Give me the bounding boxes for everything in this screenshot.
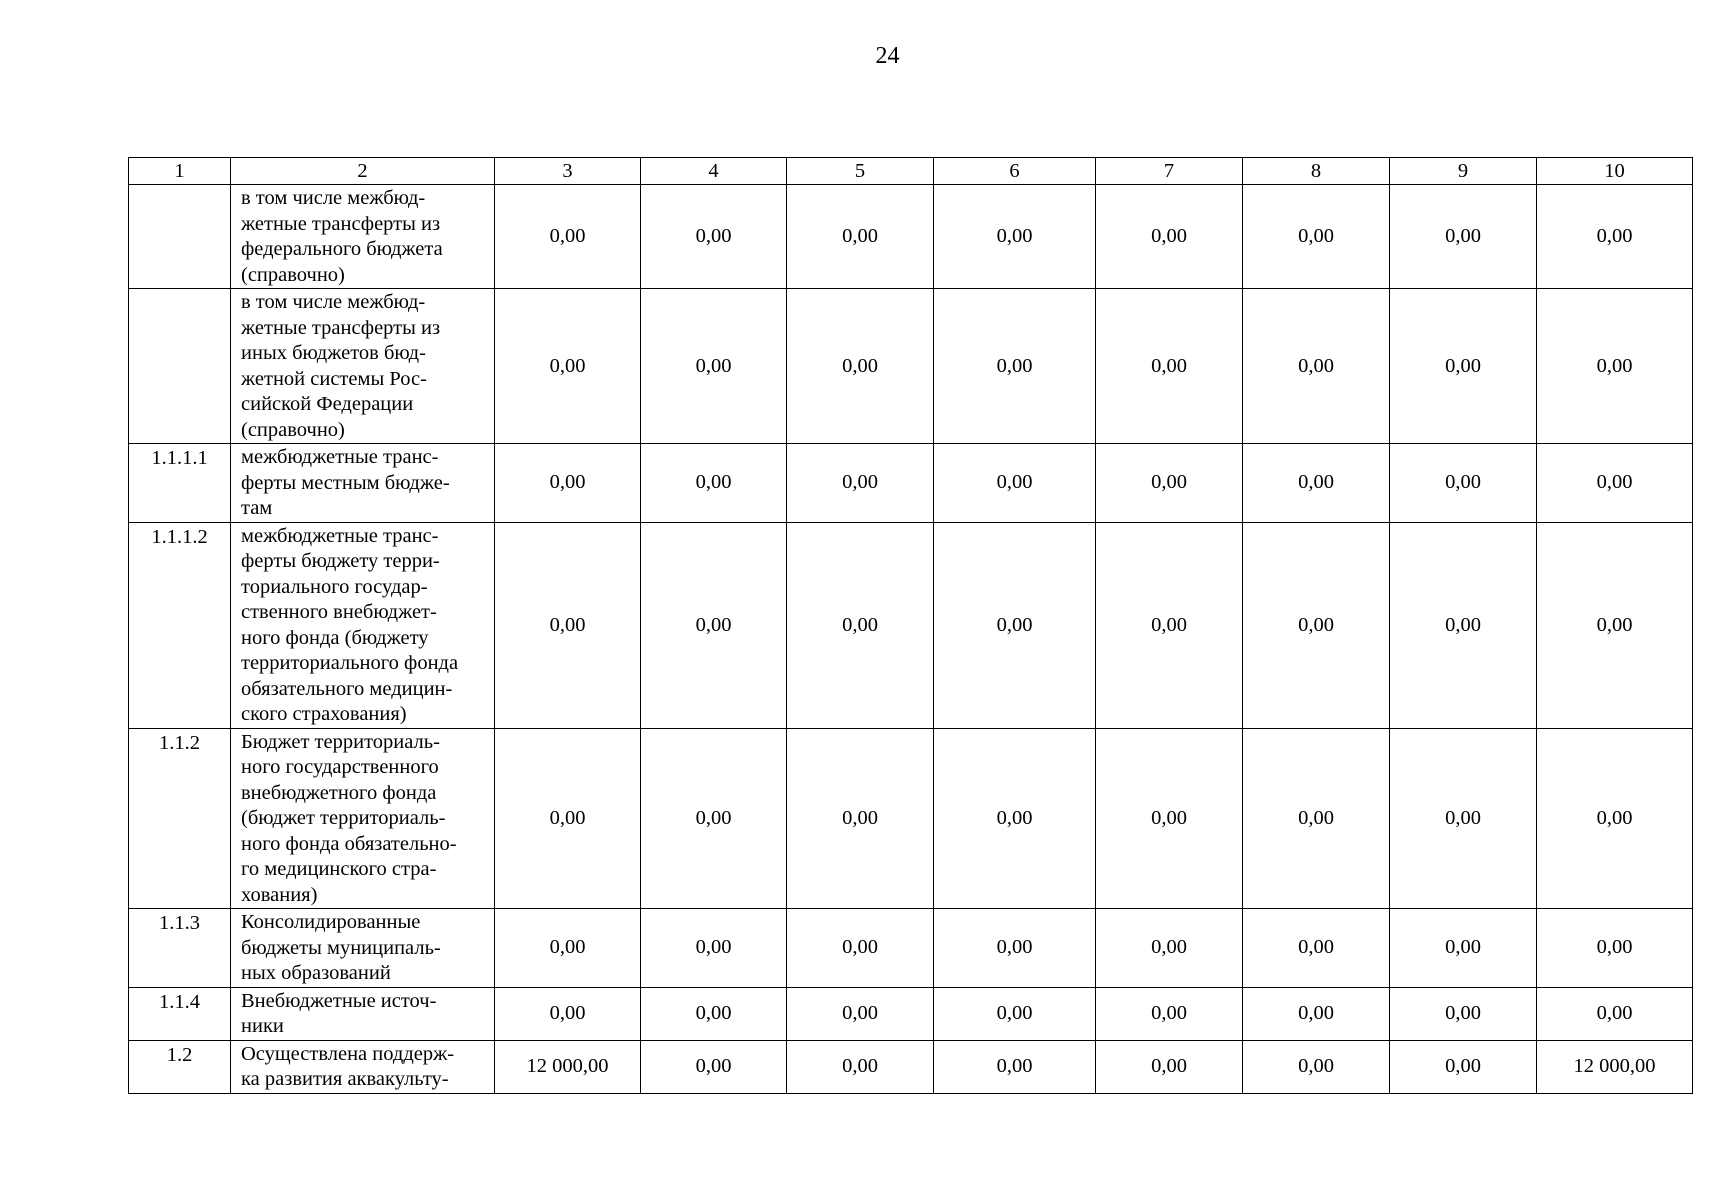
row-description-cell	[231, 728, 495, 909]
row-number-cell: 1.2	[129, 1040, 231, 1093]
table-row	[129, 909, 1693, 988]
column-header: 9	[1390, 158, 1537, 185]
value-cell: 0,00	[495, 728, 641, 909]
description-line: межбюджетные транс-	[241, 446, 439, 468]
row-number-cell: 1.1.4	[129, 987, 231, 1040]
value-cell: 0,00	[641, 185, 787, 289]
column-header: 8	[1243, 158, 1390, 185]
row-description-cell	[231, 444, 495, 523]
value-cell: 0,00	[1390, 987, 1537, 1040]
table-row	[129, 1040, 1693, 1093]
description-line: жетной системы Рос-	[241, 367, 427, 390]
value-cell: 0,00	[495, 909, 641, 988]
description-line: го медицинского стра-	[241, 858, 437, 880]
value-cell: 0,00	[1096, 728, 1243, 909]
value-cell: 0,00	[1537, 522, 1693, 728]
value-cell: 0,00	[1243, 987, 1390, 1040]
table-row	[129, 987, 1693, 1040]
value-cell: 0,00	[1537, 444, 1693, 523]
column-header: 4	[641, 158, 787, 185]
value-cell: 0,00	[641, 289, 787, 444]
value-cell: 12 000,00	[1537, 1040, 1693, 1093]
description-line: ферты местным бюдже-	[241, 471, 450, 494]
value-cell: 0,00	[1243, 909, 1390, 988]
column-header: 3	[495, 158, 641, 185]
description-line: ственного внебюджет-	[241, 601, 437, 623]
description-line: Консолидированные	[241, 911, 421, 933]
value-cell: 0,00	[1390, 522, 1537, 728]
description-line: ка развития аквакульту-	[241, 1068, 449, 1090]
column-header: 7	[1096, 158, 1243, 185]
description-line: бюджеты муниципаль-	[241, 936, 441, 959]
description-line: обязательного медицин-	[241, 677, 453, 700]
value-cell: 0,00	[641, 909, 787, 988]
description-line: внебюджетного фонда	[241, 781, 437, 804]
description-line: ного фонда обязательно-	[241, 832, 457, 855]
value-cell: 0,00	[787, 728, 934, 909]
value-cell: 0,00	[934, 289, 1096, 444]
description-line: Внебюджетные источ-	[241, 989, 437, 1012]
value-cell: 0,00	[1243, 444, 1390, 523]
description-line: ных образований	[241, 962, 391, 984]
value-cell: 0,00	[787, 522, 934, 728]
column-header: 2	[231, 158, 495, 185]
value-cell: 0,00	[495, 987, 641, 1040]
value-cell: 0,00	[1096, 289, 1243, 444]
description-line: жетные трансферты из	[241, 316, 441, 339]
row-description-cell	[231, 289, 495, 444]
description-line: ториального государ-	[241, 575, 428, 598]
value-cell: 0,00	[641, 1040, 787, 1093]
description-line: ного государственного	[241, 756, 439, 778]
value-cell: 0,00	[1096, 185, 1243, 289]
description-line: жетные трансферты из	[241, 212, 441, 235]
value-cell: 0,00	[934, 728, 1096, 909]
budget-table	[128, 157, 1693, 1094]
row-number-cell: 1.1.1.2	[129, 522, 231, 728]
value-cell: 0,00	[787, 987, 934, 1040]
value-cell: 0,00	[1243, 522, 1390, 728]
value-cell: 0,00	[1537, 185, 1693, 289]
value-cell: 0,00	[1243, 289, 1390, 444]
column-header: 1	[129, 158, 231, 185]
value-cell: 0,00	[934, 444, 1096, 523]
row-description-cell	[231, 987, 495, 1040]
value-cell: 0,00	[1537, 987, 1693, 1040]
value-cell: 0,00	[1390, 289, 1537, 444]
description-line: (справочно)	[241, 263, 345, 286]
table-body	[129, 185, 1693, 1094]
table-row	[129, 289, 1693, 444]
row-description-cell	[231, 909, 495, 988]
value-cell: 0,00	[495, 444, 641, 523]
row-number-cell	[129, 185, 231, 289]
description-line: территориального фонда	[241, 652, 459, 674]
row-number-cell	[129, 289, 231, 444]
page-number: 24	[875, 43, 900, 69]
value-cell: 0,00	[641, 728, 787, 909]
description-line: федерального бюджета	[241, 238, 443, 260]
value-cell: 0,00	[1390, 185, 1537, 289]
description-line: хования)	[241, 883, 318, 906]
description-line: межбюджетные транс-	[241, 524, 439, 547]
value-cell: 0,00	[787, 1040, 934, 1093]
value-cell: 0,00	[1390, 728, 1537, 909]
description-line: Осуществлена поддерж-	[241, 1042, 455, 1065]
description-line: ферты бюджету терри-	[241, 550, 440, 572]
row-description-cell	[231, 185, 495, 289]
table-row	[129, 728, 1693, 909]
value-cell: 0,00	[1537, 909, 1693, 988]
value-cell: 0,00	[787, 909, 934, 988]
description-line: (справочно)	[241, 418, 345, 441]
value-cell: 0,00	[1390, 909, 1537, 988]
description-line: Бюджет территориаль-	[241, 730, 440, 753]
budget-table-container	[128, 157, 1692, 1094]
description-line: сийской Федерации	[241, 393, 414, 415]
value-cell: 0,00	[934, 1040, 1096, 1093]
description-line: там	[241, 497, 273, 519]
row-description-cell	[231, 522, 495, 728]
value-cell: 0,00	[1096, 444, 1243, 523]
value-cell: 0,00	[495, 289, 641, 444]
description-line: ники	[241, 1015, 284, 1037]
value-cell: 0,00	[934, 987, 1096, 1040]
value-cell: 0,00	[495, 185, 641, 289]
column-header: 10	[1537, 158, 1693, 185]
description-line: иных бюджетов бюд-	[241, 342, 426, 364]
column-header: 6	[934, 158, 1096, 185]
column-number-row	[129, 158, 1693, 185]
value-cell: 0,00	[787, 289, 934, 444]
description-line: (бюджет территориаль-	[241, 807, 446, 829]
table-row	[129, 185, 1693, 289]
table-row	[129, 444, 1693, 523]
value-cell: 0,00	[641, 444, 787, 523]
value-cell: 0,00	[787, 444, 934, 523]
value-cell: 0,00	[1390, 1040, 1537, 1093]
value-cell: 0,00	[787, 185, 934, 289]
value-cell: 0,00	[934, 909, 1096, 988]
row-number-cell: 1.1.2	[129, 728, 231, 909]
value-cell: 0,00	[1243, 185, 1390, 289]
value-cell: 0,00	[641, 522, 787, 728]
value-cell: 0,00	[1096, 909, 1243, 988]
value-cell: 0,00	[1096, 522, 1243, 728]
value-cell: 0,00	[1390, 444, 1537, 523]
value-cell: 0,00	[1537, 728, 1693, 909]
value-cell: 0,00	[1537, 289, 1693, 444]
description-line: ного фонда (бюджету	[241, 626, 429, 649]
value-cell: 0,00	[1096, 1040, 1243, 1093]
row-description-cell	[231, 1040, 495, 1093]
description-line: в том числе межбюд-	[241, 187, 426, 209]
row-number-cell: 1.1.3	[129, 909, 231, 988]
row-number-cell: 1.1.1.1	[129, 444, 231, 523]
description-line: в том числе межбюд-	[241, 291, 426, 313]
column-header: 5	[787, 158, 934, 185]
value-cell: 0,00	[1243, 728, 1390, 909]
value-cell: 0,00	[495, 522, 641, 728]
value-cell: 0,00	[934, 522, 1096, 728]
value-cell: 0,00	[641, 987, 787, 1040]
description-line: ского страхования)	[241, 703, 407, 725]
value-cell: 12 000,00	[495, 1040, 641, 1093]
table-row	[129, 522, 1693, 728]
value-cell: 0,00	[1243, 1040, 1390, 1093]
value-cell: 0,00	[934, 185, 1096, 289]
value-cell: 0,00	[1096, 987, 1243, 1040]
